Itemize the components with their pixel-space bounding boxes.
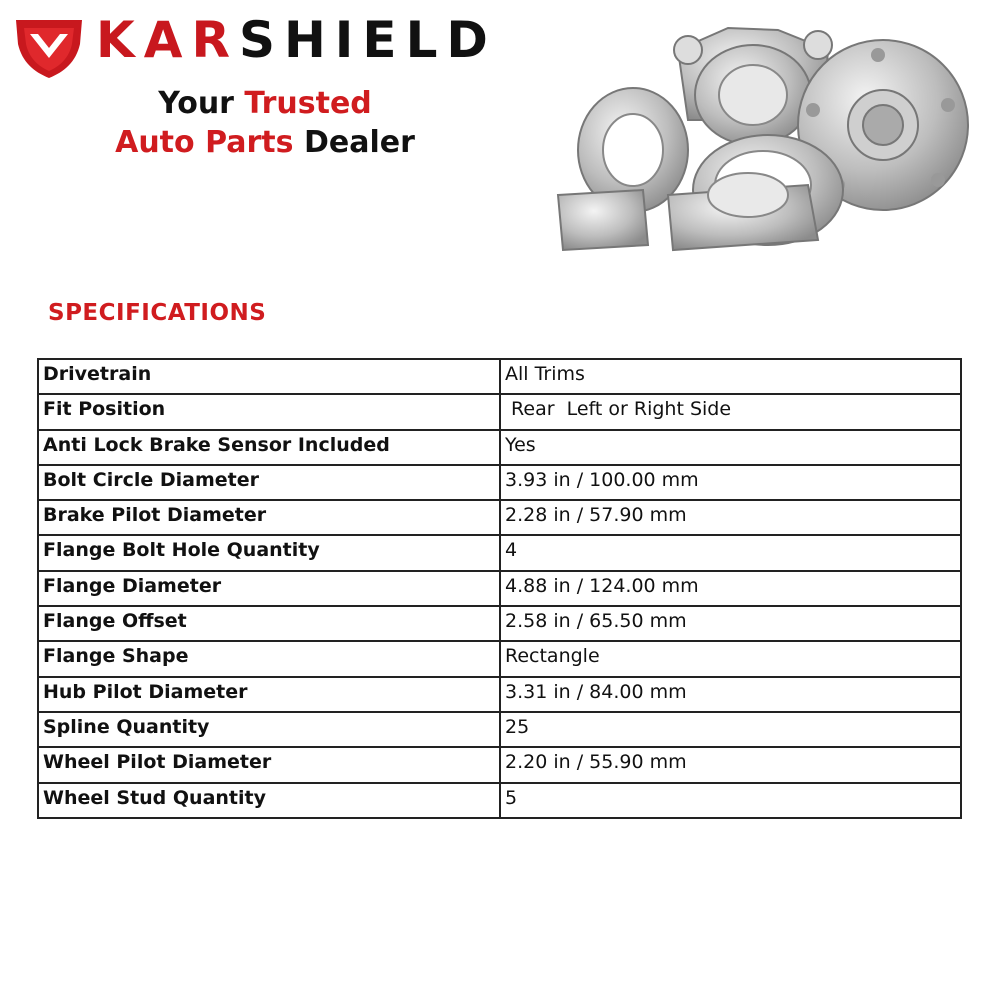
- wheel-hub-bearing-image: [548, 10, 988, 260]
- spec-label: Fit Position: [38, 394, 500, 429]
- brand-name: [96, 12, 497, 68]
- spec-label: Wheel Pilot Diameter: [38, 747, 500, 782]
- spec-value: 2.58 in / 65.50 mm: [500, 606, 961, 641]
- spec-value: Rectangle: [500, 641, 961, 676]
- table-row: [38, 465, 961, 500]
- specifications-table: [37, 358, 962, 819]
- table-row: [38, 606, 961, 641]
- spec-label: Flange Shape: [38, 641, 500, 676]
- spec-label: Anti Lock Brake Sensor Included: [38, 430, 500, 465]
- spec-label: Hub Pilot Diameter: [38, 677, 500, 712]
- table-row: [38, 783, 961, 818]
- table-row: [38, 394, 961, 429]
- table-row: [38, 359, 961, 394]
- spec-value: 25: [500, 712, 961, 747]
- spec-label: Spline Quantity: [38, 712, 500, 747]
- spec-value: 5: [500, 783, 961, 818]
- table-row: [38, 430, 961, 465]
- spec-value: 3.93 in / 100.00 mm: [500, 465, 961, 500]
- spec-value: Yes: [500, 430, 961, 465]
- spec-label: Bolt Circle Diameter: [38, 465, 500, 500]
- specifications-title: SPECIFICATIONS: [48, 300, 267, 326]
- spec-value: All Trims: [500, 359, 961, 394]
- table-row: [38, 571, 961, 606]
- spec-value: Rear Left or Right Side: [500, 394, 961, 429]
- spec-label: Flange Bolt Hole Quantity: [38, 535, 500, 570]
- table-row: [38, 747, 961, 782]
- tagline-word-2: Trusted: [244, 86, 372, 121]
- tagline-word-4: Dealer: [303, 125, 415, 160]
- tagline-word-3: Auto Parts: [115, 125, 294, 160]
- spec-label: Flange Diameter: [38, 571, 500, 606]
- spec-value: 2.20 in / 55.90 mm: [500, 747, 961, 782]
- tagline-word-1: Your: [158, 86, 234, 121]
- table-row: [38, 535, 961, 570]
- tagline: [60, 84, 470, 162]
- spec-value: 4.88 in / 124.00 mm: [500, 571, 961, 606]
- spec-label: Flange Offset: [38, 606, 500, 641]
- spec-value: 3.31 in / 84.00 mm: [500, 677, 961, 712]
- brand-name-part2: SHIELD: [238, 11, 497, 69]
- spec-value: 2.28 in / 57.90 mm: [500, 500, 961, 535]
- shield-logo-icon: [14, 14, 84, 80]
- brand-name-part1: KAR: [96, 11, 239, 69]
- spec-label: Brake Pilot Diameter: [38, 500, 500, 535]
- table-row: [38, 712, 961, 747]
- spec-label: Drivetrain: [38, 359, 500, 394]
- table-row: [38, 677, 961, 712]
- spec-value: 4: [500, 535, 961, 570]
- table-row: [38, 500, 961, 535]
- spec-label: Wheel Stud Quantity: [38, 783, 500, 818]
- table-row: [38, 641, 961, 676]
